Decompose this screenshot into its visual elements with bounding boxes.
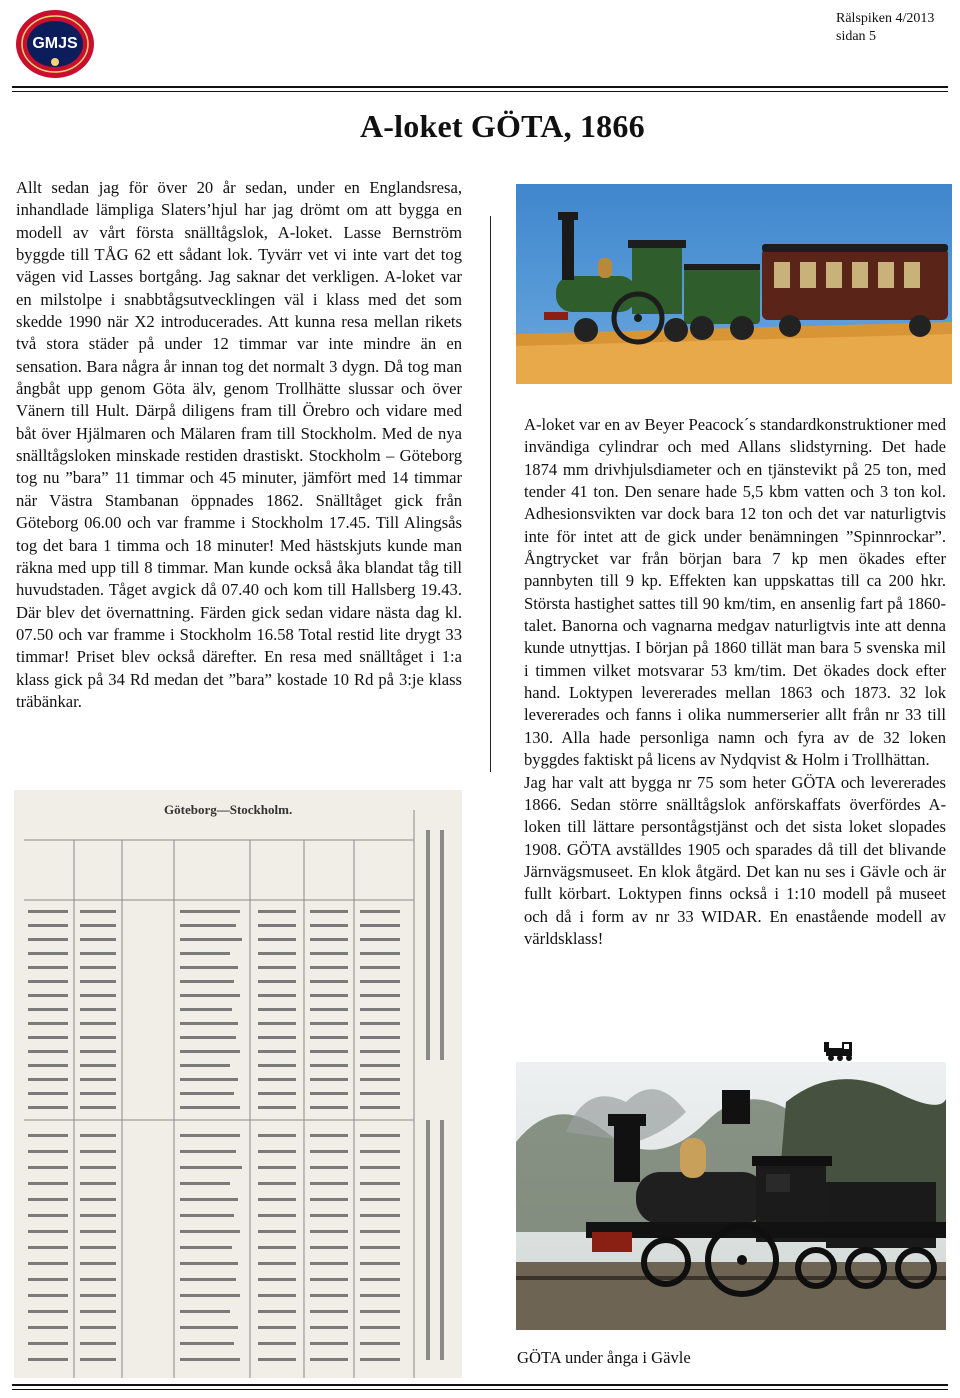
footer-rule [12,1384,948,1386]
article-right-paragraph-2: Jag har valt att bygga nr 75 som heter GÖTA och levererades 1866. Sedan större snälltågslok anförskaffats överfördes A-loken till lättare persontågstjänst och det sista loket slopades 1908. GÖTA avställdes 1905 och sparades då till det blivande Järnvägsmuseet. En klok åtgärd. Det kan nu ses i Gävle och är fullt körbart. Loktypen finns också i 1:10 modell på museet och då i form av nr 33 WIDAR. En enastående modell av världsklass! [524,772,946,948]
timetable-heading: Göteborg—Stockholm. [164,802,293,817]
article-right-column [524,414,946,950]
historic-timetable-image [14,790,462,1378]
issue-info [836,10,934,46]
logo-text: GMJS [32,35,78,52]
club-logo [14,8,96,80]
header-rule [12,86,948,88]
photo-caption: GÖTA under ånga i Gävle [517,1348,691,1367]
column-divider [490,216,491,772]
article-title: A-loket GÖTA, 1866 [360,108,645,144]
gota-locomotive-photo [516,1062,946,1330]
issue-label: Rälspiken 4/2013 [836,11,935,26]
model-train-photo [516,184,952,384]
locomotive-icon [822,1038,856,1062]
page-label: sidan 5 [836,29,877,44]
header-rule-thin [12,91,948,92]
article-left-column: Allt sedan jag för över 20 år sedan, under en Englandsresa, inhandlade lämpliga Slaters’hjul har jag drömt om att bygga en modell av vårt första snälltågslok, A-loket. Lasse Bernström byggde till TÅG 62 ett sådant lok. Tyvärr vet vi inte vart det tog vägen vid Lasses bortgång. Jag saknar det verkligen. A-loket var en milstolpe i snabbtågsutvecklingen väl i klass med det som skedde 1990 när X2 introducerades. Att kunna resa mellan rikets två stora städer på under 12 timmar var inte mindre än en sensation. Bara några år innan tog det normalt 3 dygn. Då tog man ångbåt upp genom Göta älv, genom Trollhätte slussar och över Vänern till Hult. Därpå diligens fram till Örebro och vidare med båt över Hjälmaren och Mälaren fram till Stockholm. Med de nya snälltågsloken minskade restiden drastiskt. Stockholm – Göteborg tog nu ”bara” 11 timmar och 45 minuter, jämfört med 14 timmar när Västra Stambanan öppnades 1862. Snälltåget gick från Göteborg 06.00 och var framme i Stockholm 17.45. Till Alingsås tog det bara 1 timma och 18 minuter! Med hästskjuts kunde man räkna med upp till 8 timmar. Man kunde också åka blandat tåg till huvudstaden. Tåget avgick då 07.40 och kom till Hallsberg 19.43. Där blev det övernattning. Färden gick sedan vidare nästa dag kl. 07.50 och var framme i Stockholm 16.58 Total restid lite drygt 33 timmar! Priset blev också därefter. En resa med snälltåget i 1:a klass gick på 34 Rd medan det ”bara” kostade 10 Rd på 3:je klass träbänkar. [16,178,462,711]
footer-rule-thin [12,1389,948,1390]
article-right-paragraph-1: A-loket var en av Beyer Peacock´s standardkonstruktioner med invändiga cylindrar och med Allans slidstyrning. Det hade 1874 mm drivhjulsdiameter och en tjänstevikt på 25 ton, med tender 41 ton. Den senare hade 5,5 kbm vatten och 3 ton kol. Adhesionsvikten var dock bara 12 ton och det var naturligtvis inte för intet att de gick under benämningen ”Spinnrockar”. Ångtrycket var från början bara 7 kp men ökades efter pannbyten till 9 kp. Effekten kan uppskattas till ca 200 hkr. Största hastighet sattes till 90 km/tim, en ansenlig fart på 1860-talet. Banorna och vagnarna medgav naturligtvis inte att denna kunde utnyttjas. I början på 1860 tillät man bara 5 svenska mil i timmen vilket motsvarar 53 km/tim. Det ökades dock efter hand. Loktypen levererades mellan 1863 och 1873. 32 lok levererades och fanns i olika nummerserier allt från nr 33 till 130. Alla hade personliga namn och fyra av de 32 loken byggdes faktiskt på licens av Nydqvist & Holm i Trollhättan. [524,415,946,770]
